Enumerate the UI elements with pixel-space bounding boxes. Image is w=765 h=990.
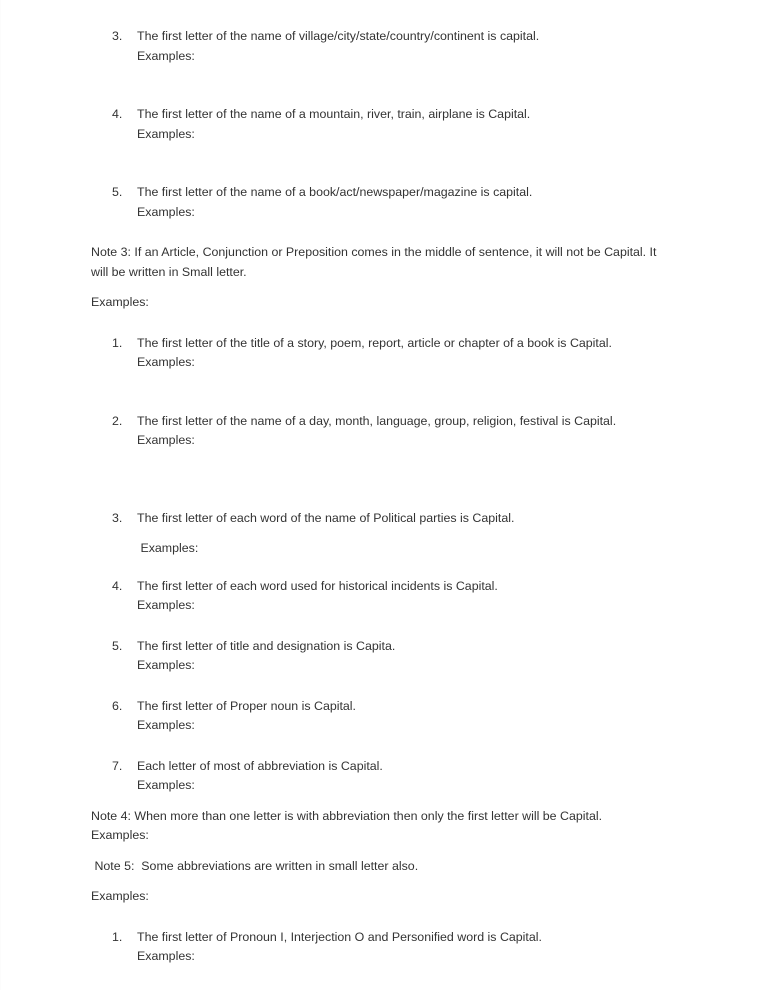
note-3-examples-label: Examples: bbox=[91, 295, 149, 309]
examples-label: Examples: bbox=[137, 778, 195, 792]
list-item-text: The first letter of the name of village/city/state/country/continent is capital. bbox=[137, 29, 540, 43]
section-gap bbox=[91, 846, 675, 857]
list-item-text: The first letter of Pronoun I, Interjection O and Personified word is Capital. bbox=[137, 929, 542, 944]
list-marker: 4. bbox=[112, 107, 123, 121]
list-gap bbox=[91, 676, 675, 697]
list-item bbox=[91, 27, 675, 66]
note-gap bbox=[91, 282, 675, 293]
list-item bbox=[91, 509, 675, 559]
list-item bbox=[91, 757, 675, 796]
list-marker: 3. bbox=[112, 29, 123, 43]
list-item-text: The first letter of each word used for historical incidents is Capital. bbox=[137, 578, 498, 593]
list-item-text: The first letter of the name of a day, month, language, group, religion, festival is Capital. bbox=[137, 413, 617, 428]
section-gap bbox=[91, 907, 675, 928]
note-3-paragraph: Note 3: If an Article, Conjunction or Preposition comes in the middle of sentence, it will not be Capital. It will be written in Small letter. bbox=[91, 245, 660, 279]
list-item-text: The first letter of the title of a story, poem, report, article or chapter of a book is Capital. bbox=[137, 335, 612, 350]
list-marker: 1. bbox=[112, 929, 123, 944]
list-marker: 5. bbox=[112, 638, 123, 653]
list-item bbox=[91, 577, 675, 616]
list-item bbox=[91, 697, 675, 736]
list-item-text: The first letter of the name of a mountain, river, train, airplane is Capital. bbox=[137, 107, 531, 121]
examples-label: Examples: bbox=[137, 718, 195, 732]
list-gap bbox=[91, 144, 675, 183]
list-item bbox=[91, 412, 675, 451]
list-item-text: The first letter of the name of a book/act/newspaper/magazine is capital. bbox=[137, 185, 533, 199]
document-body bbox=[91, 0, 675, 967]
note-5-paragraph: Note 5: Some abbreviations are written in small letter also. bbox=[91, 858, 419, 873]
list-item bbox=[91, 183, 675, 222]
examples-label: Examples: bbox=[137, 48, 195, 63]
list-marker: 1. bbox=[112, 335, 123, 350]
list-item bbox=[91, 334, 675, 373]
examples-label: Examples: bbox=[137, 658, 195, 672]
list-gap bbox=[91, 616, 675, 637]
section-gap bbox=[91, 796, 675, 807]
section-gap bbox=[91, 313, 675, 334]
examples-label: Examples: bbox=[137, 433, 195, 447]
numbered-list-bottom bbox=[91, 928, 675, 967]
list-gap bbox=[91, 736, 675, 757]
list-marker: 5. bbox=[112, 185, 123, 199]
top-spacer bbox=[91, 0, 675, 27]
list-item bbox=[91, 637, 675, 676]
examples-label: Examples: bbox=[137, 541, 199, 555]
examples-label: Examples: bbox=[137, 598, 195, 612]
note-4-paragraph: Note 4: When more than one letter is with abbreviation then only the first letter will be Capital. bbox=[91, 808, 603, 823]
examples-label: Examples: bbox=[137, 355, 195, 369]
note-5-examples-label: Examples: bbox=[91, 889, 149, 903]
examples-label: Examples: bbox=[137, 126, 195, 141]
list-item-text: The first letter of title and designation is Capita. bbox=[137, 638, 396, 653]
section-gap bbox=[91, 222, 675, 243]
list-marker: 4. bbox=[112, 578, 123, 593]
list-item bbox=[91, 928, 675, 967]
list-marker: 7. bbox=[112, 758, 123, 773]
list-gap bbox=[91, 559, 675, 577]
list-marker: 2. bbox=[112, 413, 123, 428]
list-gap bbox=[91, 66, 675, 105]
numbered-list-top bbox=[91, 27, 675, 222]
list-item bbox=[91, 105, 675, 144]
list-item-text: The first letter of each word of the name of Political parties is Capital. bbox=[137, 510, 515, 525]
list-item-text: Each letter of most of abbreviation is Capital. bbox=[137, 758, 383, 773]
list-gap bbox=[91, 373, 675, 412]
numbered-list-main bbox=[91, 334, 675, 796]
list-marker: 6. bbox=[112, 698, 123, 713]
examples-label: Examples: bbox=[137, 204, 195, 219]
note-4-examples-label: Examples: bbox=[91, 828, 149, 842]
inner-gap bbox=[137, 528, 675, 539]
list-item-text: The first letter of Proper noun is Capital. bbox=[137, 698, 357, 713]
note-gap bbox=[91, 876, 675, 887]
list-marker: 3. bbox=[112, 510, 123, 525]
list-gap-large bbox=[91, 451, 675, 509]
examples-label: Examples: bbox=[137, 949, 195, 963]
